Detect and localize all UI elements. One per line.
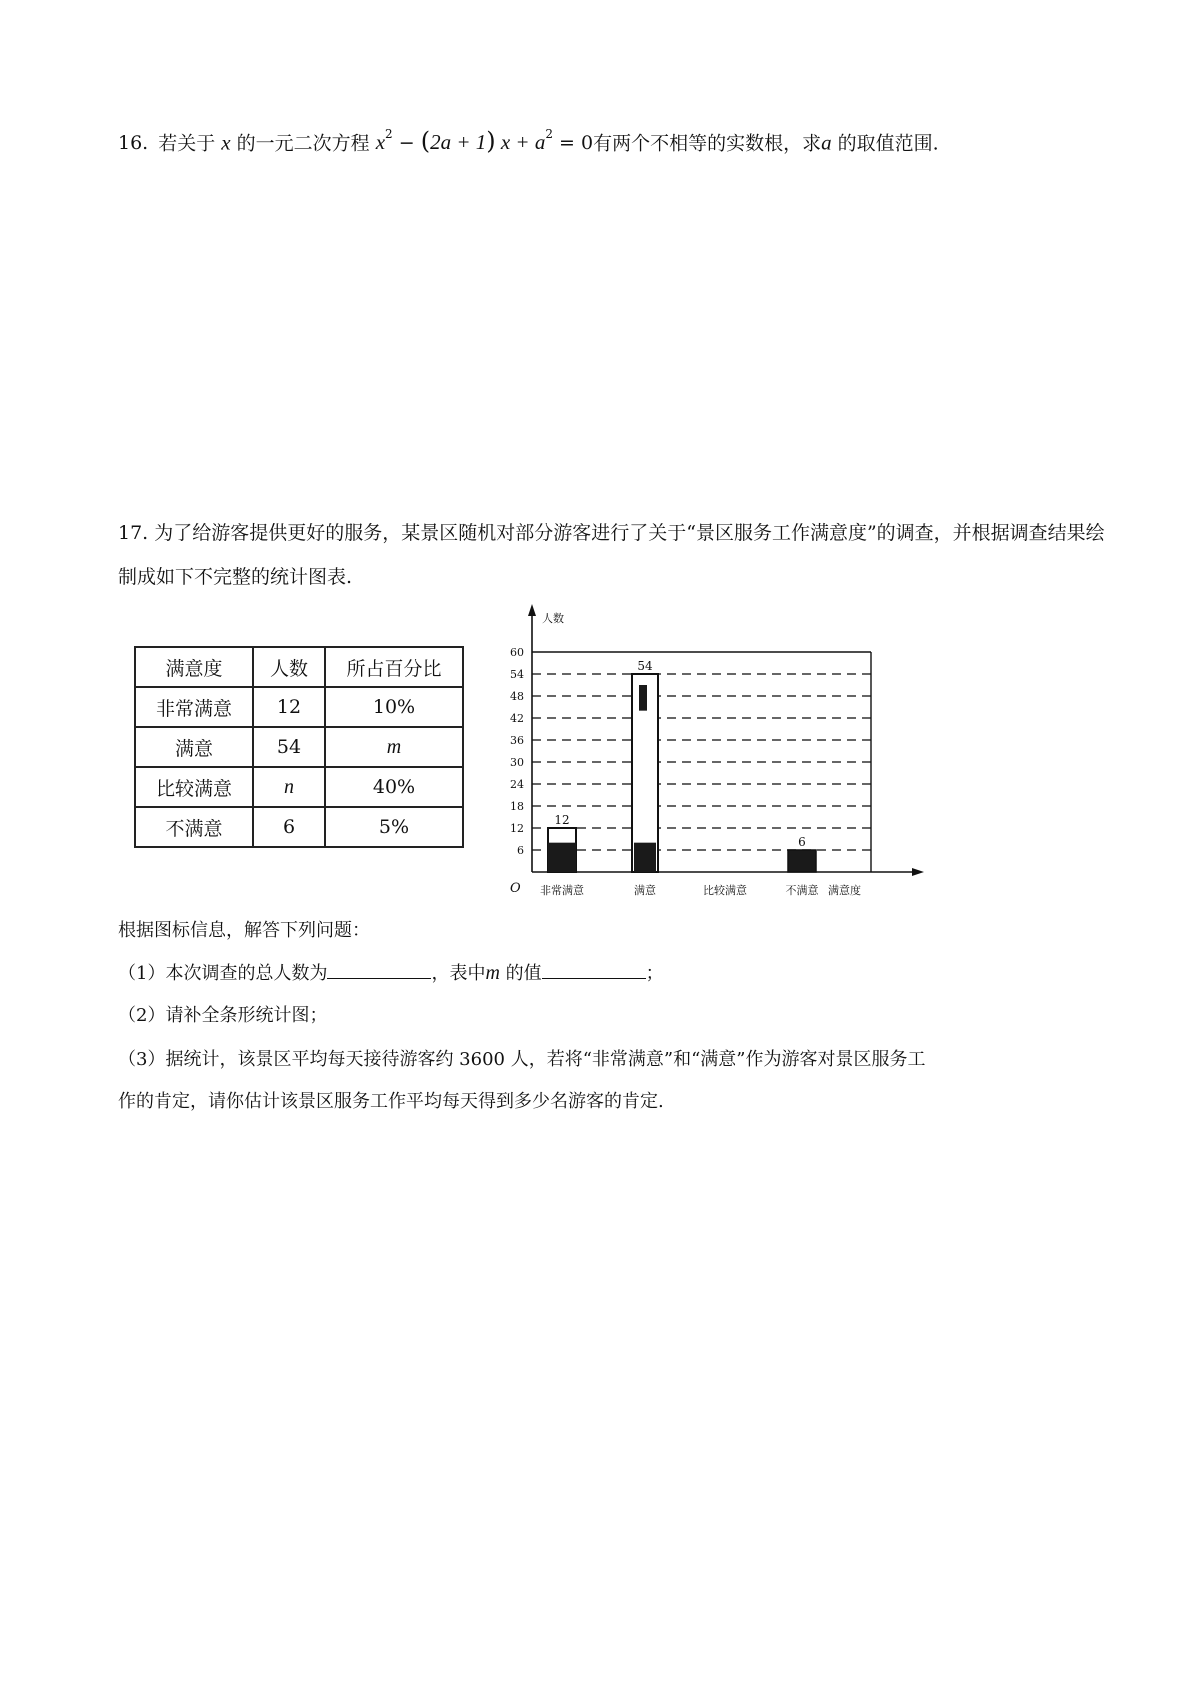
table-cell: m xyxy=(325,727,463,767)
y-tick-label: 12 xyxy=(510,822,524,835)
x-axis-arrow xyxy=(912,868,924,876)
survey-table xyxy=(134,646,464,848)
part-1-text: （1）本次调查的总人数为 xyxy=(118,963,328,984)
equation xyxy=(375,127,594,156)
table-cell: 满意 xyxy=(135,727,253,767)
part-1-text: ； xyxy=(645,963,664,984)
y-tick-label: 24 xyxy=(510,778,524,791)
eq-exponent: 2 xyxy=(385,127,393,141)
bar-chart xyxy=(490,600,940,910)
question-text: 有两个不相等的实数根，求 xyxy=(593,132,822,155)
bar-data-label: 54 xyxy=(637,659,653,673)
answer-blank-total[interactable] xyxy=(327,960,431,979)
eq-term: x + a xyxy=(495,130,546,155)
question-text: 的一元二次方程 xyxy=(236,132,370,155)
part-3-line-1: （3）据统计，该景区平均每天接待游客约 3600 人，若将“非常满意”和“满意”作为游客对景区服务工 xyxy=(118,1049,926,1070)
eq-term: x xyxy=(375,130,386,155)
bar-fill xyxy=(548,843,576,872)
question-text: 若关于 xyxy=(158,132,216,155)
part-1 xyxy=(118,960,664,987)
answer-blank-m[interactable] xyxy=(542,960,646,979)
table-row xyxy=(135,687,463,727)
bar xyxy=(788,850,816,872)
y-tick-label: 60 xyxy=(510,646,524,659)
question-17-stem: 17. 为了给游客提供更好的服务，某景区随机对部分游客进行了关于“景区服务工作满意度”的调查，并根据调查结果绘制成如下不完整的统计图表. xyxy=(118,522,1105,588)
bar-data-label: 12 xyxy=(554,813,570,827)
y-tick-label: 30 xyxy=(510,756,524,769)
question-number: 16. xyxy=(118,132,149,155)
table-cell: 54 xyxy=(253,727,325,767)
question-text: 的取值范围. xyxy=(837,132,939,155)
table-header-row xyxy=(135,647,463,687)
eq-op: = 0 xyxy=(553,132,594,155)
table-header: 人数 xyxy=(253,647,325,687)
bar-fill xyxy=(634,843,656,872)
question-16 xyxy=(118,124,939,157)
part-2: （2）请补全条形统计图； xyxy=(118,1005,328,1026)
y-tick-label: 36 xyxy=(510,734,524,747)
table-cell: 40% xyxy=(325,767,463,807)
table-cell: n xyxy=(253,767,325,807)
x-tick-label: 比较满意 xyxy=(703,884,747,897)
bar-mark xyxy=(639,685,647,711)
part-1-text: 的值 xyxy=(505,963,542,984)
answer-intro: 根据图标信息，解答下列问题： xyxy=(118,920,370,941)
eq-op: − xyxy=(392,132,421,155)
x-tick-label: 不满意 xyxy=(785,884,819,897)
y-tick-label: 54 xyxy=(510,668,524,681)
variable-x: x xyxy=(221,130,231,155)
part-1-text: ，表中 xyxy=(431,963,486,984)
y-tick-label: 42 xyxy=(510,712,524,725)
part-3-line-2: 作的肯定，请你估计该景区服务工作平均每天得到多少名游客的肯定. xyxy=(118,1091,664,1112)
table-cell: 5% xyxy=(325,807,463,847)
origin-label: O xyxy=(510,881,521,896)
table-header: 所占百分比 xyxy=(325,647,463,687)
eq-term: 2a + 1 xyxy=(430,130,487,155)
table-cell: 6 xyxy=(253,807,325,847)
table-row xyxy=(135,727,463,767)
y-axis-title: 人数 xyxy=(542,612,564,625)
table-row xyxy=(135,807,463,847)
table-cell: 不满意 xyxy=(135,807,253,847)
y-axis-arrow xyxy=(528,604,536,616)
x-axis-title: 满意度 xyxy=(828,884,861,897)
table-cell: 非常满意 xyxy=(135,687,253,727)
table-header: 满意度 xyxy=(135,647,253,687)
table-cell: 12 xyxy=(253,687,325,727)
variable-m: m xyxy=(485,962,500,984)
table-row xyxy=(135,767,463,807)
y-tick-label: 18 xyxy=(510,800,524,813)
eq-paren: ( xyxy=(420,127,431,156)
y-tick-label: 48 xyxy=(510,690,524,703)
x-tick-label: 满意 xyxy=(634,884,656,897)
eq-paren: ) xyxy=(486,127,496,156)
y-tick-label: 6 xyxy=(517,844,524,857)
table-cell: 10% xyxy=(325,687,463,727)
bar-data-label: 6 xyxy=(798,835,806,849)
eq-exponent: 2 xyxy=(545,127,553,141)
table-cell: 比较满意 xyxy=(135,767,253,807)
x-tick-label: 非常满意 xyxy=(540,884,584,897)
variable-a: a xyxy=(821,130,832,155)
